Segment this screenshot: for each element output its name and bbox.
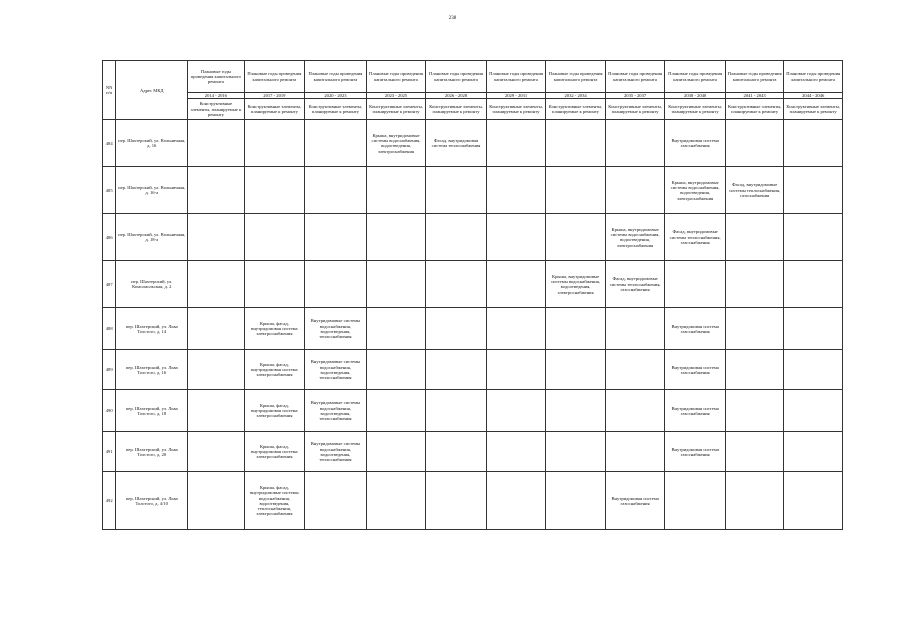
- row-elements-cell: Внутридомовые системы водоснабжения, водоотведения, теплоснабжения: [305, 350, 367, 390]
- row-elements-cell: [605, 350, 665, 390]
- header-period-years: 2035 - 2037: [605, 93, 665, 99]
- row-elements-cell: [426, 167, 487, 214]
- row-elements-cell: [305, 261, 367, 308]
- row-elements-cell: [366, 214, 426, 261]
- header-elements-label: Конструктивные элементы, планируемые к ремонту: [305, 99, 367, 120]
- header-period-years: 2026 - 2028: [426, 93, 487, 99]
- header-address: Адрес МКД: [116, 61, 188, 120]
- row-address: пер. Шахтерский, ул. Льва Толстого, д. 4/10: [116, 472, 188, 530]
- header-period-title: Плановые годы проведения капитального ремонта: [305, 61, 367, 93]
- row-elements-cell: [605, 120, 665, 167]
- row-elements-cell: [188, 472, 244, 530]
- row-number: 487: [103, 261, 116, 308]
- row-address: пер. Шахтерский, ул. Льва Толстого, д. 16: [116, 350, 188, 390]
- row-elements-cell: [784, 214, 843, 261]
- row-elements-cell: [486, 432, 546, 472]
- row-elements-cell: [546, 214, 606, 261]
- row-elements-cell: [426, 214, 487, 261]
- header-period-years: 2023 - 2025: [366, 93, 426, 99]
- row-elements-cell: [366, 390, 426, 432]
- header-period-title: Плановые годы проведения капитального ремонта: [426, 61, 487, 93]
- table-row: [103, 261, 843, 308]
- row-elements-cell: Крыша, фасад, внутридомовые системы водоснабжения, водоотведения, теплоснабжения, электроснабжения: [244, 472, 305, 530]
- row-elements-cell: Фасад, внутридомовые системы теплоснабжения, газоснабжения: [725, 167, 784, 214]
- row-elements-cell: [188, 350, 244, 390]
- row-elements-cell: [784, 350, 843, 390]
- row-elements-cell: [486, 120, 546, 167]
- header-period-title: Плановые годы проведения капитального ремонта: [366, 61, 426, 93]
- row-elements-cell: [486, 472, 546, 530]
- header-period-title: Плановые годы проведения капитального ремонта: [188, 61, 244, 93]
- row-elements-cell: Внутридомовые системы водоснабжения, водоотведения, теплоснабжения: [305, 432, 367, 472]
- header-elements-label: Конструктивные элементы, планируемые к ремонту: [605, 99, 665, 120]
- row-address: пер. Шахтерский, ул. Льва Толстого, д. 14: [116, 308, 188, 350]
- header-period-years: 2032 - 2034: [546, 93, 606, 99]
- header-period-title: Плановые годы проведения капитального ремонта: [665, 61, 726, 93]
- row-elements-cell: [725, 308, 784, 350]
- row-number: 485: [103, 167, 116, 214]
- row-elements-cell: [546, 308, 606, 350]
- row-elements-cell: [665, 261, 726, 308]
- row-elements-cell: [188, 432, 244, 472]
- row-elements-cell: [366, 350, 426, 390]
- row-elements-cell: [725, 120, 784, 167]
- row-elements-cell: [305, 167, 367, 214]
- header-elements-label: Конструктивные элементы, планируемые к ремонту: [486, 99, 546, 120]
- page-number: 238: [448, 16, 457, 21]
- row-number: 492: [103, 472, 116, 530]
- table-row: [103, 167, 843, 214]
- row-elements-cell: [305, 214, 367, 261]
- header-elements-label: Конструктивные элементы, планируемые к ремонту: [665, 99, 726, 120]
- row-elements-cell: [546, 390, 606, 432]
- row-elements-cell: [546, 120, 606, 167]
- row-address: пер. Шахтерский, ул. Вольничная, д. 18-а: [116, 214, 188, 261]
- header-elements-label: Конструктивные элементы, планируемые к ремонту: [546, 99, 606, 120]
- table-row: [103, 472, 843, 530]
- row-elements-cell: Крыша, внутридомовые системы водоснабжения, водоотведения, электроснабжения: [605, 214, 665, 261]
- row-elements-cell: [366, 261, 426, 308]
- row-elements-cell: Внутридомовая система газоснабжения: [665, 350, 726, 390]
- row-elements-cell: [188, 261, 244, 308]
- row-elements-cell: [366, 432, 426, 472]
- row-number: 490: [103, 390, 116, 432]
- row-elements-cell: [426, 432, 487, 472]
- header-elements-label: Конструктивные элементы, планируемые к ремонту: [426, 99, 487, 120]
- row-elements-cell: [725, 214, 784, 261]
- row-elements-cell: [546, 472, 606, 530]
- row-address: пер. Шахтерский, ул. Вольничная, д. 16: [116, 120, 188, 167]
- row-elements-cell: [605, 390, 665, 432]
- row-elements-cell: [305, 120, 367, 167]
- header-period-years: 2038 - 2040: [665, 93, 726, 99]
- row-elements-cell: [546, 432, 606, 472]
- row-elements-cell: [244, 214, 305, 261]
- row-number: 486: [103, 214, 116, 261]
- table-row: [103, 432, 843, 472]
- row-elements-cell: Фасад, внутридомовые системы теплоснабжения, газоснабжения: [605, 261, 665, 308]
- row-elements-cell: [486, 308, 546, 350]
- row-elements-cell: [605, 167, 665, 214]
- header-period-title: Плановые годы проведения капитального ремонта: [784, 61, 843, 93]
- table-row: [103, 308, 843, 350]
- row-elements-cell: [188, 120, 244, 167]
- row-elements-cell: [725, 350, 784, 390]
- header-period-title: Плановые годы проведения капитального ремонта: [725, 61, 784, 93]
- row-elements-cell: [784, 472, 843, 530]
- row-elements-cell: Фасад, внутридомовые системы теплоснабжения, газоснабжения: [665, 214, 726, 261]
- row-elements-cell: [188, 167, 244, 214]
- row-elements-cell: [305, 472, 367, 530]
- row-elements-cell: [486, 350, 546, 390]
- row-elements-cell: [244, 120, 305, 167]
- table-row: [103, 390, 843, 432]
- row-elements-cell: [546, 350, 606, 390]
- row-elements-cell: Внутридомовая система газоснабжения: [665, 308, 726, 350]
- row-elements-cell: [784, 120, 843, 167]
- header-period-years: 2041 - 2043: [725, 93, 784, 99]
- header-elements-label: Конструктивные элементы, планируемые к ремонту: [188, 99, 244, 120]
- row-elements-cell: [784, 390, 843, 432]
- repair-schedule-table: [102, 60, 843, 530]
- row-elements-cell: [605, 308, 665, 350]
- row-elements-cell: [244, 261, 305, 308]
- row-elements-cell: [188, 390, 244, 432]
- row-elements-cell: [486, 261, 546, 308]
- header-number: NN п/п: [103, 61, 116, 120]
- row-elements-cell: Внутридомовая система газоснабжения: [605, 472, 665, 530]
- row-elements-cell: Фасад, внутридомовая система теплоснабжения: [426, 120, 487, 167]
- row-elements-cell: Крыша, внутридомовые системы водоснабжения, водоотведения, электроснабжения: [665, 167, 726, 214]
- row-elements-cell: Внутридомовая система газоснабжения: [665, 120, 726, 167]
- row-elements-cell: [486, 167, 546, 214]
- row-elements-cell: [784, 261, 843, 308]
- row-elements-cell: [784, 167, 843, 214]
- row-elements-cell: [426, 308, 487, 350]
- row-address: пер. Шахтерский, ул. Вольничная, д. 16-а: [116, 167, 188, 214]
- header-elements-label: Конструктивные элементы, планируемые к ремонту: [725, 99, 784, 120]
- row-number: 484: [103, 120, 116, 167]
- row-address: пер. Шахтерский, ул. Льва Толстого, д. 18: [116, 390, 188, 432]
- header-period-title: Плановые годы проведения капитального ремонта: [605, 61, 665, 93]
- row-elements-cell: [188, 308, 244, 350]
- row-elements-cell: Крыша, фасад, внутридомовая система электроснабжения: [244, 390, 305, 432]
- row-elements-cell: [426, 390, 487, 432]
- row-elements-cell: Внутридомовая система газоснабжения: [665, 432, 726, 472]
- header-period-years: 2029 - 2031: [486, 93, 546, 99]
- row-elements-cell: [366, 472, 426, 530]
- row-elements-cell: [366, 308, 426, 350]
- header-period-years: 2014 - 2016: [188, 93, 244, 99]
- row-elements-cell: [486, 214, 546, 261]
- row-elements-cell: [426, 350, 487, 390]
- header-period-title: Плановые годы проведения капитального ремонта: [244, 61, 305, 93]
- row-elements-cell: [725, 261, 784, 308]
- table-row: [103, 120, 843, 167]
- row-elements-cell: Внутридомовые системы водоснабжения, водоотведения, теплоснабжения: [305, 390, 367, 432]
- row-elements-cell: [725, 390, 784, 432]
- row-address: пер. Шахтерский, ул. Комсомольская, д. 2: [116, 261, 188, 308]
- row-address: пер. Шахтерский, ул. Льва Толстого, д. 20: [116, 432, 188, 472]
- row-elements-cell: Крыша, внутридомовые системы водоснабжения, водоотведения, электроснабжения: [546, 261, 606, 308]
- table-row: [103, 350, 843, 390]
- header-period-years: 2044 - 2046: [784, 93, 843, 99]
- row-number: 489: [103, 350, 116, 390]
- row-elements-cell: [725, 432, 784, 472]
- row-elements-cell: Крыша, фасад, внутридомовая система электроснабжения: [244, 350, 305, 390]
- row-elements-cell: Крыша, фасад, внутридомовая система электроснабжения: [244, 432, 305, 472]
- header-period-years: 2020 - 2023: [305, 93, 367, 99]
- header-period-title: Плановые годы проведения капитального ремонта: [546, 61, 606, 93]
- row-number: 488: [103, 308, 116, 350]
- row-elements-cell: [784, 308, 843, 350]
- row-elements-cell: [426, 261, 487, 308]
- header-period-title: Плановые годы проведения капитального ремонта: [486, 61, 546, 93]
- header-elements-label: Конструктивные элементы, планируемые к ремонту: [784, 99, 843, 120]
- row-elements-cell: [486, 390, 546, 432]
- row-elements-cell: [366, 167, 426, 214]
- row-elements-cell: Внутридомовая система газоснабжения: [665, 390, 726, 432]
- header-elements-label: Конструктивные элементы, планируемые к ремонту: [244, 99, 305, 120]
- row-elements-cell: [546, 167, 606, 214]
- row-elements-cell: [188, 214, 244, 261]
- row-elements-cell: Крыша, фасад, внутридомовая система электроснабжения: [244, 308, 305, 350]
- row-elements-cell: [784, 432, 843, 472]
- row-elements-cell: [665, 472, 726, 530]
- header-elements-label: Конструктивные элементы, планируемые к ремонту: [366, 99, 426, 120]
- row-elements-cell: [725, 472, 784, 530]
- row-elements-cell: Крыша, внутридомовые системы водоснабжения, водоотведения, электроснабжения: [366, 120, 426, 167]
- table-row: [103, 214, 843, 261]
- row-elements-cell: [426, 472, 487, 530]
- row-elements-cell: [605, 432, 665, 472]
- row-number: 491: [103, 432, 116, 472]
- header-period-years: 2017 - 2019: [244, 93, 305, 99]
- row-elements-cell: [244, 167, 305, 214]
- row-elements-cell: Внутридомовые системы водоснабжения, водоотведения, теплоснабжения: [305, 308, 367, 350]
